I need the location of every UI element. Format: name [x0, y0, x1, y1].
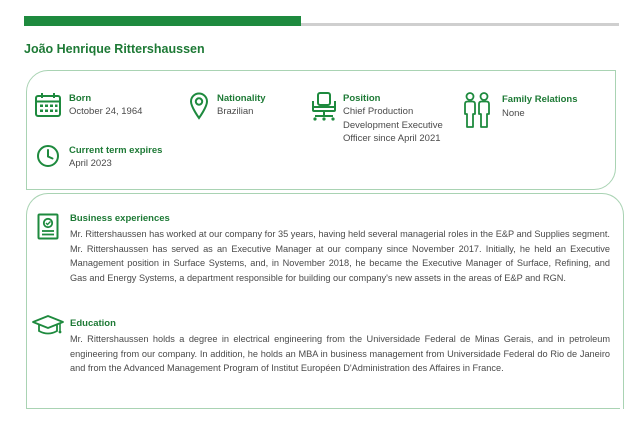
born-label: Born [69, 93, 92, 104]
page-title: João Henrique Rittershaussen [24, 42, 205, 56]
document-icon [37, 213, 59, 241]
career-card [26, 193, 624, 409]
business-text: Mr. Rittershaussen has worked at our company for 35 years, having held several managerial roles in the E&P and Supplies segment. Mr. Rittershaussen has served as an Executive Manager at our company since November 2017. Initially, he held an Executive Management position in Surface Systems, and, in November 2018, he became the Executive Manager of Surface, Refining, and Gas and Energy Systems, a department responsible for building our company's new assets in the areas of E&P and RGN. [70, 229, 610, 283]
clock-icon [36, 144, 60, 168]
born-value: October 24, 1964 [69, 106, 143, 117]
term-value: April 2023 [69, 158, 112, 169]
header-accent-bar [24, 16, 301, 26]
calendar-icon [34, 92, 62, 118]
family-label: Family Relations [502, 94, 578, 105]
business-title: Business experiences [70, 213, 170, 224]
office-chair-icon [310, 92, 338, 122]
nationality-label: Nationality [217, 93, 266, 104]
family-icon [463, 92, 491, 130]
position-value-line3: Officer since April 2021 [343, 133, 441, 144]
position-value-line1: Chief Production [343, 106, 414, 117]
profile-card [26, 70, 616, 190]
education-text: Mr. Rittershaussen holds a degree in electrical engineering from the Universidade Federal de Minas Gerais, and in petroleum engineering from our company. In addition, he holds an MBA in business management from Universidade Federal do Rio de Janeiro and from the Advanced Management Program of Institut Européen D'Administration des Affaires in France. [70, 334, 610, 374]
nationality-value: Brazilian [217, 106, 254, 117]
header-rule [301, 23, 619, 26]
footer-rule [26, 408, 620, 409]
education-title: Education [70, 318, 116, 329]
position-label: Position [343, 93, 381, 104]
family-value: None [502, 108, 525, 119]
term-label: Current term expires [69, 145, 163, 156]
position-value-line2: Development Executive [343, 119, 443, 131]
location-pin-icon [189, 92, 209, 120]
graduation-cap-icon [31, 314, 65, 338]
